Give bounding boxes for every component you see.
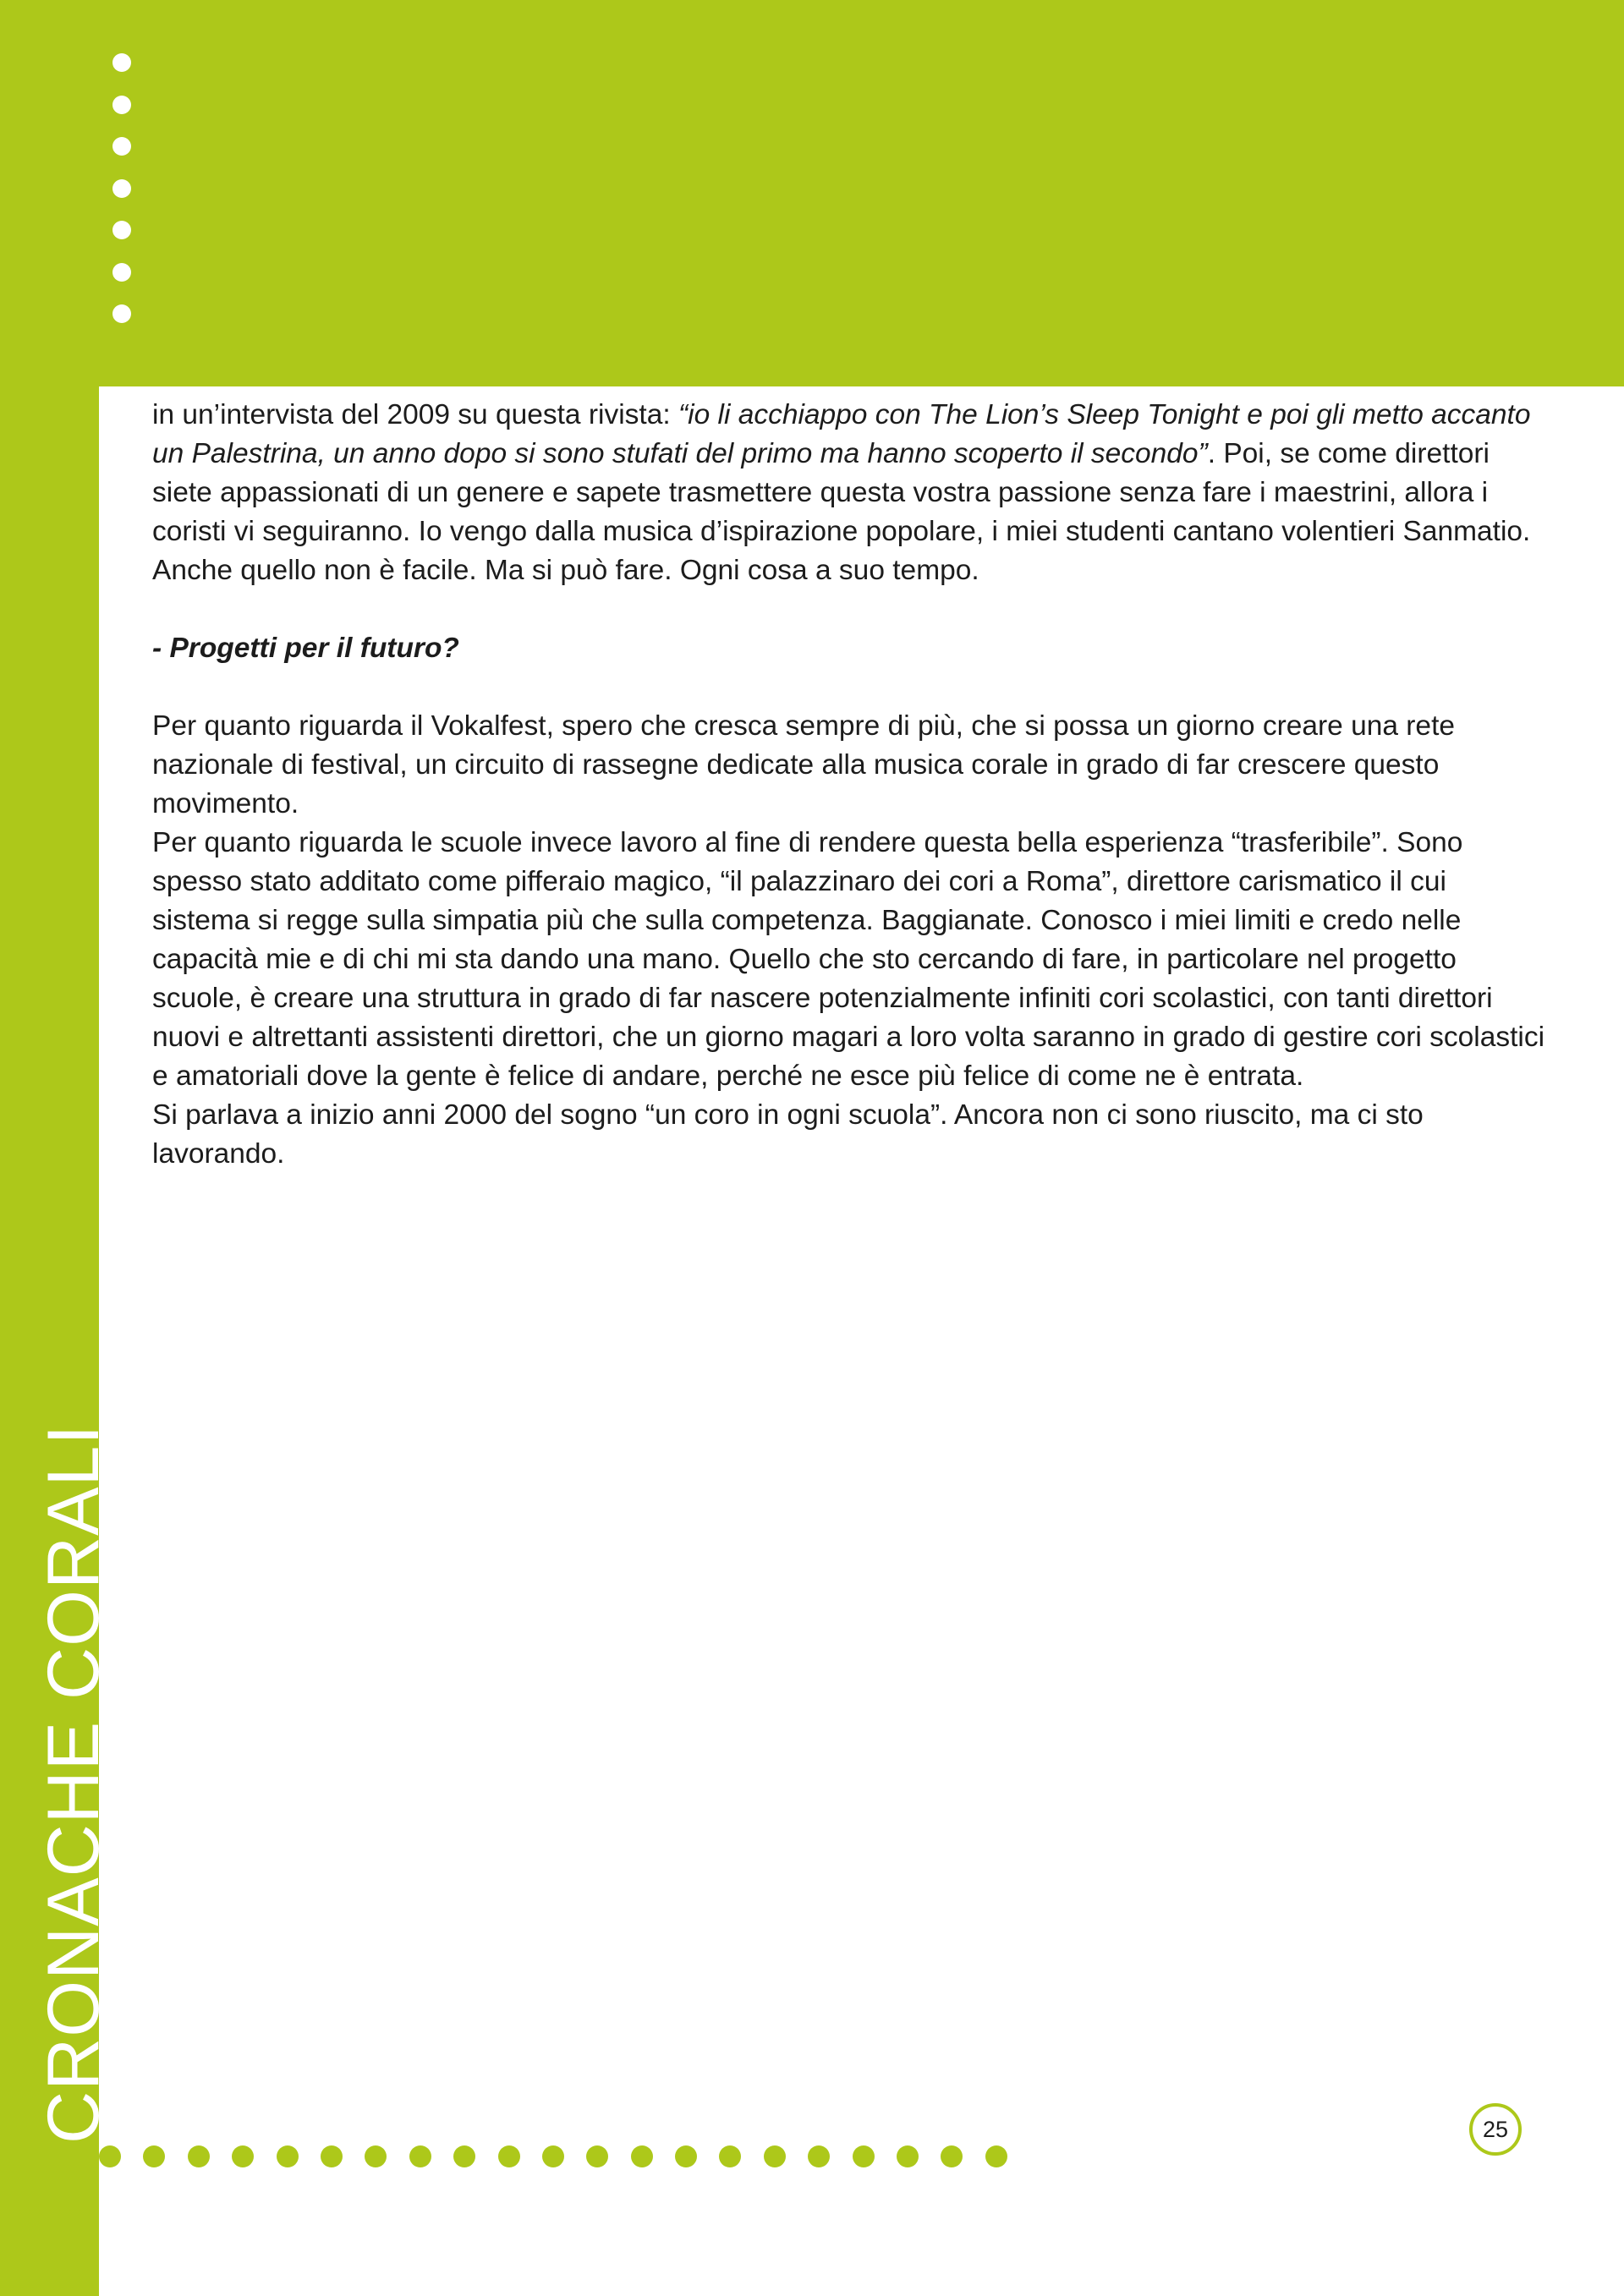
decorative-dot <box>143 2145 165 2167</box>
decorative-dot <box>675 2145 697 2167</box>
decorative-dot <box>99 2145 121 2167</box>
decorative-dot <box>112 96 131 114</box>
decorative-dot <box>719 2145 741 2167</box>
decorative-dot <box>808 2145 830 2167</box>
paragraph-closing: Si parlava a inizio anni 2000 del sogno “un coro in ogni scuola”. Ancora non ci sono riuscito, ma ci sto lavorando. <box>152 1099 1424 1170</box>
decorative-dot <box>365 2145 387 2167</box>
decorative-dot <box>853 2145 875 2167</box>
decorative-dot <box>631 2145 653 2167</box>
decorative-dot <box>112 221 131 239</box>
decorative-dot <box>498 2145 520 2167</box>
decorative-dot <box>586 2145 608 2167</box>
decorative-dot <box>542 2145 564 2167</box>
decorative-dot <box>985 2145 1007 2167</box>
decorative-dot <box>112 179 131 198</box>
decorative-dot <box>277 2145 299 2167</box>
decorative-dot <box>188 2145 210 2167</box>
page-number: 25 <box>1469 2103 1522 2156</box>
decorative-dot <box>409 2145 431 2167</box>
paragraph-intro <box>152 396 1548 590</box>
paragraph-schools: Per quanto riguarda le scuole invece lavoro al fine di rendere questa bella esperienza “trasferibile”. Sono spesso stato additato come pifferaio magico, “il palazzinaro dei cori a Roma”, direttore carismatico il cui sistema si regge sulla simpatia più che sulla competenza. Baggianate. Conosco i miei limiti e credo nelle capacità mie e di chi mi sta dando una mano. Quello che sto cercando di fare, in particolare nel progetto scuole, è creare una struttura in grado di far nascere potenzialmente infiniti cori scolastici, con tanti direttori nuovi e altrettanti assistenti direttori, che un giorno magari a loro volta saranno in grado di gestire cori scolastici e amatoriali dove la gente è felice di andare, perché ne esce più felice di come ne è entrata. <box>152 827 1545 1092</box>
decorative-dot <box>112 304 131 323</box>
decorative-dot <box>232 2145 254 2167</box>
header-band <box>0 0 1624 386</box>
decorative-dot <box>112 137 131 156</box>
section-label: CRONACHE CORALI <box>33 1423 114 2144</box>
decorative-dot <box>112 53 131 72</box>
intro-quote: “io li acchiappo con The Lion’s Sleep Tonight e poi gli metto accanto un Palestrina, un anno dopo si sono stufati del primo ma hanno scoperto il secondo” <box>152 399 1531 469</box>
decorative-dots-vertical <box>112 53 131 323</box>
paragraph-vokalfest: Per quanto riguarda il Vokalfest, spero che cresca sempre di più, che si possa un giorno creare una rete nazionale di festival, un circuito di rassegne dedicate alla musica corale in grado di far crescere questo movimento. <box>152 710 1456 819</box>
decorative-dots-horizontal <box>99 2145 1007 2167</box>
decorative-dot <box>764 2145 786 2167</box>
decorative-dot <box>941 2145 963 2167</box>
intro-text-a: in un’intervista del 2009 su questa rivista: <box>152 399 678 430</box>
decorative-dot <box>453 2145 475 2167</box>
article-body <box>152 396 1548 1174</box>
decorative-dot <box>897 2145 919 2167</box>
decorative-dot <box>321 2145 343 2167</box>
decorative-dot <box>112 263 131 282</box>
interview-question: - Progetti per il futuro? <box>152 633 459 664</box>
intro-text-b: . Poi, se come direttori siete appassionati di un genere e sapete trasmettere questa vostra passione senza fare i maestrini, allora i coristi vi seguiranno. Io vengo dalla musica d’ispirazione popolare, i miei studenti cantano volentieri Sanmatio. Anche quello non è facile. Ma si può fare. Ogni cosa a suo tempo. <box>152 438 1531 586</box>
